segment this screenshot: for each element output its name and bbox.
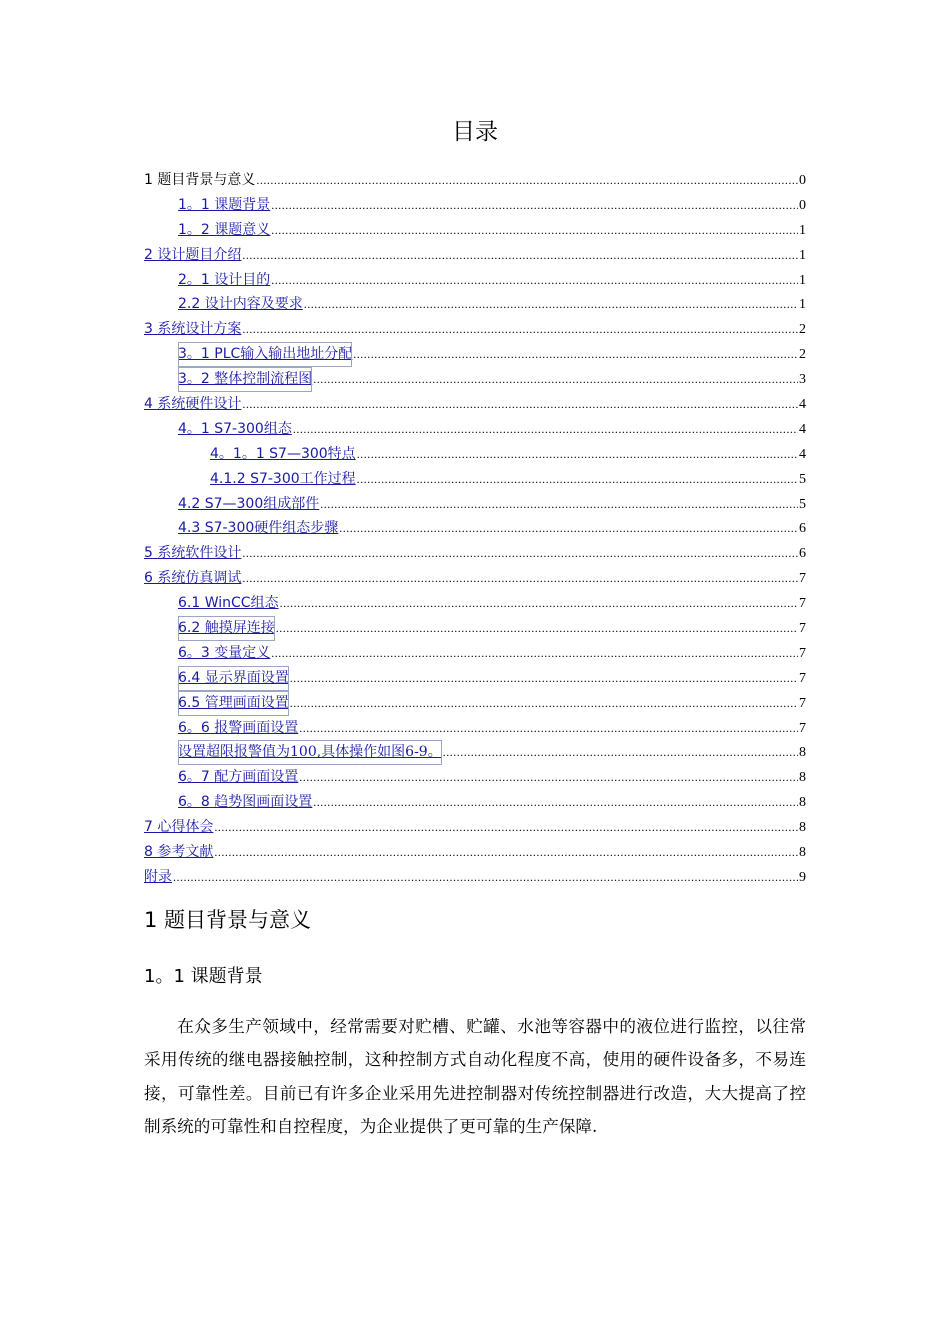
toc-entry[interactable]: [0, 243, 806, 268]
toc-leader-dots: [357, 442, 798, 467]
subsection-heading: 1。1 课题背景: [144, 966, 263, 987]
toc-page-number: 8: [799, 820, 806, 836]
toc-entry-label[interactable]: 6 系统仿真调试: [144, 570, 242, 587]
toc-leader-dots: [173, 865, 798, 890]
toc-entry[interactable]: [0, 317, 806, 342]
toc-leader-dots: [299, 716, 798, 741]
toc-entry: [0, 168, 806, 193]
toc-entry[interactable]: [0, 691, 806, 716]
toc-leader-dots: [304, 292, 798, 317]
toc-entry[interactable]: [0, 765, 806, 790]
toc-entry[interactable]: [0, 815, 806, 840]
toc-page-number: 5: [799, 496, 806, 512]
toc-entry-label[interactable]: 5 系统软件设计: [144, 545, 242, 562]
toc-entry[interactable]: [0, 840, 806, 865]
toc-page-number: 0: [799, 173, 806, 188]
toc-entry-label[interactable]: 2。1 设计目的: [178, 271, 271, 288]
toc-entry-label[interactable]: 4.1.2 S7-300工作过程: [210, 470, 356, 487]
toc-page-number: 8: [799, 795, 806, 811]
toc-entry-label[interactable]: 6。6 报警画面设置: [178, 719, 299, 736]
toc-entry-label[interactable]: 2 设计题目介绍: [144, 246, 242, 263]
toc-leader-dots: [299, 765, 798, 790]
toc-entry[interactable]: [0, 467, 806, 492]
toc-entry-label[interactable]: 3 系统设计方案: [144, 321, 242, 338]
toc-leader-dots: [293, 417, 798, 442]
toc-entry-label[interactable]: 附录: [144, 868, 172, 885]
toc-entry-label[interactable]: 1。2 课题意义: [178, 221, 271, 238]
toc-entry-label[interactable]: 6。3 变量定义: [178, 644, 271, 661]
toc-leader-dots: [242, 566, 798, 591]
toc-entry[interactable]: [0, 392, 806, 417]
toc-page-number: 7: [799, 720, 806, 736]
toc-leader-dots: [271, 268, 798, 293]
toc-leader-dots: [320, 492, 798, 517]
toc-page-number: 9: [799, 869, 806, 885]
toc-entry[interactable]: [0, 268, 806, 293]
toc-page-number: 6: [799, 546, 806, 562]
toc-page-number: 1: [799, 247, 806, 263]
toc-page-number: 0: [799, 197, 806, 213]
toc-leader-dots: [313, 790, 798, 815]
toc-entry[interactable]: [0, 516, 806, 541]
toc-entry[interactable]: [0, 716, 806, 741]
toc-entry-label[interactable]: 4。1。1 S7—300特点: [210, 445, 356, 462]
toc-page-number: 4: [799, 397, 806, 413]
toc-page-number: 7: [799, 695, 806, 711]
toc-entry-label[interactable]: 8 参考文献: [144, 844, 214, 861]
toc-entry-label[interactable]: 4.3 S7-300硬件组态步骤: [178, 520, 339, 537]
toc-leader-dots: [290, 691, 798, 716]
toc-title: 目录: [452, 119, 498, 145]
toc-leader-dots: [214, 815, 798, 840]
toc-page-number: 7: [799, 571, 806, 587]
toc-entry[interactable]: [0, 292, 806, 317]
toc-entry[interactable]: [0, 541, 806, 566]
toc-page-number: 2: [799, 347, 806, 363]
toc-entry-label[interactable]: 2.2 设计内容及要求: [178, 296, 303, 313]
toc-leader-dots: [313, 367, 798, 392]
toc-entry-label[interactable]: 4 系统硬件设计: [144, 396, 242, 413]
toc-entry-label[interactable]: 6。8 趋势图画面设置: [178, 794, 313, 811]
toc-leader-dots: [271, 218, 798, 243]
toc-leader-dots: [271, 193, 798, 218]
toc-leader-dots: [357, 467, 798, 492]
toc-page-number: 6: [799, 521, 806, 537]
toc-entry-label[interactable]: 4.2 S7—300组成部件: [178, 495, 320, 512]
toc-page-number: 1: [799, 222, 806, 238]
toc-entry[interactable]: [0, 566, 806, 591]
toc-entry-label[interactable]: 6.2 触摸屏连接: [178, 616, 275, 641]
toc-page-number: 8: [799, 845, 806, 861]
toc-page-number: 8: [799, 770, 806, 786]
toc-entry-label[interactable]: 1。1 课题背景: [178, 196, 271, 213]
toc-entry-label: 1 题目背景与意义: [144, 172, 256, 188]
toc-entry-label[interactable]: 6.1 WinCC组态: [178, 595, 279, 612]
toc-leader-dots: [214, 840, 798, 865]
toc-page-number: 4: [799, 446, 806, 462]
toc-entry-label[interactable]: 3。1 PLC输入输出地址分配: [178, 342, 352, 367]
toc-page-number: 5: [799, 471, 806, 487]
toc-entry[interactable]: [0, 641, 806, 666]
toc-leader-dots: [276, 616, 798, 641]
toc-leader-dots: [242, 392, 798, 417]
toc-page-number: 7: [799, 645, 806, 661]
toc-page-number: 8: [799, 745, 806, 761]
toc-leader-dots: [290, 666, 798, 691]
toc-entry[interactable]: [0, 666, 806, 691]
toc-entry[interactable]: [0, 865, 806, 890]
toc-leader-dots: [242, 243, 798, 268]
toc-leader-dots: [242, 541, 798, 566]
toc-entry-label[interactable]: 6。7 配方画面设置: [178, 769, 299, 786]
section-heading: 1 题目背景与意义: [144, 908, 312, 932]
toc-entry[interactable]: [0, 218, 806, 243]
toc-page-number: 1: [799, 272, 806, 288]
toc-entry-label[interactable]: 3。2 整体控制流程图: [178, 367, 312, 392]
toc-leader-dots: [242, 317, 798, 342]
toc-page-number: 7: [799, 596, 806, 612]
toc-entry[interactable]: [0, 193, 806, 218]
toc-entry-label[interactable]: 4。1 S7-300组态: [178, 420, 292, 437]
body-paragraph: 在众多生产领域中，经常需要对贮槽、贮罐、水池等容器中的液位进行监控，以往常采用传统的继电器接触控制，这种控制方式自动化程度不高，使用的硬件设备多，不易连接，可靠性差。目前已有许多企业采用先进控制器对传统控制器进行改造，大大提高了控制系统的可靠性和自控程度，为企业提供了更可靠的生产保障.: [144, 1017, 806, 1136]
toc-page-number: 7: [799, 621, 806, 637]
toc-page-number: 4: [799, 421, 806, 437]
toc-entry-label[interactable]: 设置超限报警值为100,具体操作如图6-9。: [178, 740, 442, 765]
toc-leader-dots: [280, 591, 798, 616]
toc-leader-dots: [256, 168, 798, 193]
toc-entry[interactable]: [0, 417, 806, 442]
toc-leader-dots: [271, 641, 798, 666]
table-of-contents: [0, 168, 950, 890]
toc-entry-label[interactable]: 7 心得体会: [144, 819, 214, 836]
toc-entry[interactable]: [0, 492, 806, 517]
toc-leader-dots: [443, 740, 798, 765]
toc-entry[interactable]: [0, 342, 806, 367]
toc-entry[interactable]: [0, 367, 806, 392]
toc-entry[interactable]: [0, 790, 806, 815]
toc-entry-label[interactable]: 6.5 管理画面设置: [178, 691, 289, 716]
toc-page-number: 2: [799, 322, 806, 338]
toc-page-number: 7: [799, 670, 806, 686]
toc-entry[interactable]: [0, 591, 806, 616]
toc-entry[interactable]: [0, 442, 806, 467]
toc-entry[interactable]: [0, 740, 806, 765]
toc-entry[interactable]: [0, 616, 806, 641]
toc-page-number: 1: [799, 297, 806, 313]
toc-page-number: 3: [799, 372, 806, 388]
toc-leader-dots: [353, 342, 798, 367]
toc-leader-dots: [339, 516, 798, 541]
toc-entry-label[interactable]: 6.4 显示界面设置: [178, 666, 289, 691]
